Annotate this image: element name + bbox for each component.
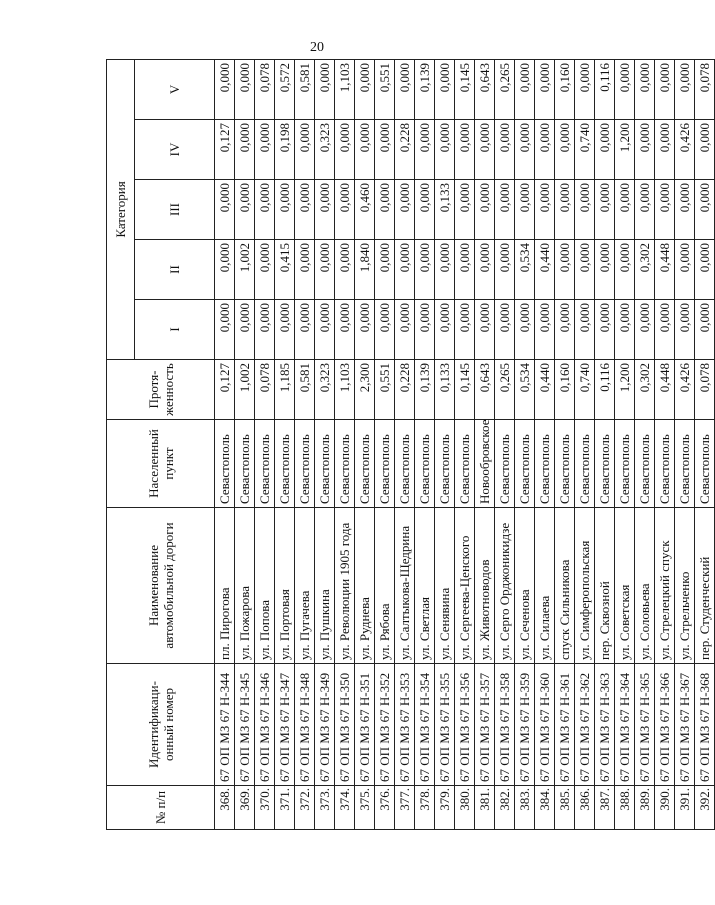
- row-id: 67 ОП МЗ 67 Н-363: [595, 664, 615, 786]
- row-category-5: 0,000: [395, 59, 415, 119]
- row-number: 371.: [275, 786, 295, 830]
- row-category-2: 0,000: [455, 240, 475, 300]
- row-category-1: 0,000: [435, 300, 455, 360]
- table-row: [275, 59, 295, 829]
- row-category-3: 0,000: [335, 180, 355, 240]
- row-number: 374.: [335, 786, 355, 830]
- row-category-5: 0,581: [295, 59, 315, 119]
- row-category-3: 0,000: [495, 180, 515, 240]
- row-category-2: 0,440: [535, 240, 555, 300]
- row-category-4: 0,323: [315, 120, 335, 180]
- row-place: Севастополь: [575, 420, 595, 508]
- row-category-1: 0,000: [235, 300, 255, 360]
- row-category-3: 0,000: [395, 180, 415, 240]
- row-category-2: 0,000: [595, 240, 615, 300]
- row-category-1: 0,000: [275, 300, 295, 360]
- row-id: 67 ОП МЗ 67 Н-360: [535, 664, 555, 786]
- row-category-4: 0,000: [415, 120, 435, 180]
- row-length: 0,440: [535, 360, 555, 420]
- row-length: 0,265: [495, 360, 515, 420]
- row-category-4: 0,000: [295, 120, 315, 180]
- row-category-2: 0,448: [655, 240, 675, 300]
- table-row: [335, 59, 355, 829]
- roads-table: [106, 59, 715, 830]
- row-category-3: 0,000: [515, 180, 535, 240]
- row-number: 377.: [395, 786, 415, 830]
- row-length: 0,078: [695, 360, 715, 420]
- row-category-1: 0,000: [215, 300, 235, 360]
- row-id: 67 ОП МЗ 67 Н-355: [435, 664, 455, 786]
- row-category-3: 0,000: [555, 180, 575, 240]
- row-id: 67 ОП МЗ 67 Н-348: [295, 664, 315, 786]
- row-category-5: 0,000: [355, 59, 375, 119]
- header-place: Населенный пункт: [107, 420, 215, 508]
- row-place: Севастополь: [395, 420, 415, 508]
- row-category-1: 0,000: [635, 300, 655, 360]
- row-category-1: 0,000: [295, 300, 315, 360]
- row-place: Севастополь: [455, 420, 475, 508]
- row-road-name: ул. Стрельченко: [675, 508, 695, 664]
- row-place: Севастополь: [375, 420, 395, 508]
- row-category-1: 0,000: [355, 300, 375, 360]
- row-place: Севастополь: [315, 420, 335, 508]
- table-row: [355, 59, 375, 829]
- header-num: № п/п: [107, 786, 215, 830]
- row-category-4: 0,000: [435, 120, 455, 180]
- row-category-2: 0,000: [695, 240, 715, 300]
- row-road-name: спуск Сильникова: [555, 508, 575, 664]
- row-category-4: 0,000: [655, 120, 675, 180]
- row-category-4: 0,000: [635, 120, 655, 180]
- row-number: 392.: [695, 786, 715, 830]
- row-category-3: 0,000: [215, 180, 235, 240]
- row-number: 379.: [435, 786, 455, 830]
- row-id: 67 ОП МЗ 67 Н-354: [415, 664, 435, 786]
- row-place: Севастополь: [295, 420, 315, 508]
- row-category-3: 0,000: [635, 180, 655, 240]
- row-category-5: 0,000: [435, 59, 455, 119]
- table-row: [535, 59, 555, 829]
- row-category-2: 0,000: [675, 240, 695, 300]
- row-category-4: 0,000: [555, 120, 575, 180]
- row-category-5: 0,000: [215, 59, 235, 119]
- row-category-5: 0,000: [515, 59, 535, 119]
- row-length: 0,160: [555, 360, 575, 420]
- row-category-3: 0,000: [275, 180, 295, 240]
- row-road-name: ул. Сеченова: [515, 508, 535, 664]
- row-road-name: ул. Салтыкова-Щедрина: [395, 508, 415, 664]
- row-road-name: ул. Руднева: [355, 508, 375, 664]
- row-place: Севастополь: [675, 420, 695, 508]
- row-category-5: 0,000: [235, 59, 255, 119]
- row-category-2: 0,415: [275, 240, 295, 300]
- row-category-2: 0,000: [315, 240, 335, 300]
- row-category-1: 0,000: [515, 300, 535, 360]
- header-cat-5: V: [135, 59, 215, 119]
- table-row: [595, 59, 615, 829]
- row-category-1: 0,000: [595, 300, 615, 360]
- row-place: Севастополь: [275, 420, 295, 508]
- row-category-3: 0,000: [675, 180, 695, 240]
- row-number: 370.: [255, 786, 275, 830]
- row-category-1: 0,000: [255, 300, 275, 360]
- row-category-2: 0,000: [255, 240, 275, 300]
- row-category-1: 0,000: [375, 300, 395, 360]
- row-category-4: 0,000: [595, 120, 615, 180]
- row-category-2: 0,000: [215, 240, 235, 300]
- row-number: 388.: [615, 786, 635, 830]
- row-length: 0,551: [375, 360, 395, 420]
- row-category-5: 0,000: [535, 59, 555, 119]
- row-id: 67 ОП МЗ 67 Н-347: [275, 664, 295, 786]
- row-road-name: ул. Соловьева: [635, 508, 655, 664]
- row-category-1: 0,000: [415, 300, 435, 360]
- row-category-5: 0,000: [675, 59, 695, 119]
- table-row: [375, 59, 395, 829]
- row-category-3: 0,133: [435, 180, 455, 240]
- row-category-1: 0,000: [475, 300, 495, 360]
- row-category-2: 0,000: [395, 240, 415, 300]
- page-number: 20: [310, 40, 324, 55]
- row-category-4: 0,000: [375, 120, 395, 180]
- row-category-2: 1,840: [355, 240, 375, 300]
- row-place: Новообровское: [475, 420, 495, 508]
- row-place: Севастополь: [355, 420, 375, 508]
- row-place: Севастополь: [435, 420, 455, 508]
- row-length: 0,133: [435, 360, 455, 420]
- row-number: 380.: [455, 786, 475, 830]
- row-number: 381.: [475, 786, 495, 830]
- row-number: 375.: [355, 786, 375, 830]
- row-category-2: 0,534: [515, 240, 535, 300]
- row-number: 384.: [535, 786, 555, 830]
- row-length: 0,740: [575, 360, 595, 420]
- row-category-3: 0,000: [315, 180, 335, 240]
- row-category-1: 0,000: [615, 300, 635, 360]
- row-place: Севастополь: [555, 420, 575, 508]
- row-number: 372.: [295, 786, 315, 830]
- row-place: Севастополь: [655, 420, 675, 508]
- row-place: Севастополь: [335, 420, 355, 508]
- row-category-1: 0,000: [555, 300, 575, 360]
- row-number: 386.: [575, 786, 595, 830]
- row-category-2: 0,000: [615, 240, 635, 300]
- row-category-1: 0,000: [315, 300, 335, 360]
- header-cat-3: III: [135, 180, 215, 240]
- row-category-1: 0,000: [695, 300, 715, 360]
- row-category-4: 0,000: [355, 120, 375, 180]
- row-category-3: 0,000: [415, 180, 435, 240]
- row-length: 0,145: [455, 360, 475, 420]
- table-row: [295, 59, 315, 829]
- row-id: 67 ОП МЗ 67 Н-368: [695, 664, 715, 786]
- table-row: [555, 59, 575, 829]
- row-place: Севастополь: [595, 420, 615, 508]
- row-length: 0,323: [315, 360, 335, 420]
- row-category-4: 0,000: [335, 120, 355, 180]
- row-category-3: 0,000: [255, 180, 275, 240]
- row-category-4: 0,000: [255, 120, 275, 180]
- row-length: 0,643: [475, 360, 495, 420]
- row-category-5: 0,000: [635, 59, 655, 119]
- row-category-5: 0,160: [555, 59, 575, 119]
- row-category-4: 0,127: [215, 120, 235, 180]
- row-place: Севастополь: [255, 420, 275, 508]
- table-row: [255, 59, 275, 829]
- row-category-4: 0,000: [515, 120, 535, 180]
- row-number: 382.: [495, 786, 515, 830]
- table-body: [215, 59, 715, 829]
- row-length: 0,534: [515, 360, 535, 420]
- row-number: 369.: [235, 786, 255, 830]
- row-road-name: ул. Симферопольская: [575, 508, 595, 664]
- row-place: Севастополь: [415, 420, 435, 508]
- row-id: 67 ОП МЗ 67 Н-357: [475, 664, 495, 786]
- row-id: 67 ОП МЗ 67 Н-352: [375, 664, 395, 786]
- row-road-name: ул. Пушкина: [315, 508, 335, 664]
- row-place: Севастополь: [695, 420, 715, 508]
- row-number: 385.: [555, 786, 575, 830]
- header-category: Категория: [107, 59, 135, 359]
- row-category-3: 0,460: [355, 180, 375, 240]
- row-category-1: 0,000: [655, 300, 675, 360]
- row-length: 0,426: [675, 360, 695, 420]
- row-number: 391.: [675, 786, 695, 830]
- row-category-4: 0,426: [675, 120, 695, 180]
- row-category-3: 0,000: [615, 180, 635, 240]
- row-road-name: ул. Портовая: [275, 508, 295, 664]
- table-row: [615, 59, 635, 829]
- row-category-3: 0,000: [375, 180, 395, 240]
- row-category-3: 0,000: [575, 180, 595, 240]
- row-category-5: 1,103: [335, 59, 355, 119]
- row-category-4: 0,228: [395, 120, 415, 180]
- row-category-1: 0,000: [675, 300, 695, 360]
- row-road-name: пер. Сквозной: [595, 508, 615, 664]
- table-row: [675, 59, 695, 829]
- row-category-2: 0,000: [495, 240, 515, 300]
- row-category-4: 0,000: [535, 120, 555, 180]
- row-category-2: 0,000: [335, 240, 355, 300]
- row-category-2: 0,000: [295, 240, 315, 300]
- row-category-5: 0,078: [695, 59, 715, 119]
- row-length: 1,103: [335, 360, 355, 420]
- header-cat-1: I: [135, 300, 215, 360]
- row-category-1: 0,000: [575, 300, 595, 360]
- row-length: 1,185: [275, 360, 295, 420]
- table-row: [475, 59, 495, 829]
- row-length: 0,228: [395, 360, 415, 420]
- row-place: Севастополь: [515, 420, 535, 508]
- row-category-1: 0,000: [455, 300, 475, 360]
- row-category-4: 0,000: [495, 120, 515, 180]
- row-category-1: 0,000: [535, 300, 555, 360]
- row-category-1: 0,000: [495, 300, 515, 360]
- row-category-4: 0,000: [455, 120, 475, 180]
- row-category-5: 0,000: [615, 59, 635, 119]
- row-number: 378.: [415, 786, 435, 830]
- row-id: 67 ОП МЗ 67 Н-366: [655, 664, 675, 786]
- header-name: Наименование автомобильной дороги: [107, 508, 215, 664]
- row-category-3: 0,000: [235, 180, 255, 240]
- row-id: 67 ОП МЗ 67 Н-349: [315, 664, 335, 786]
- header-length: Протя-женность: [107, 360, 215, 420]
- header-cat-2: II: [135, 240, 215, 300]
- row-road-name: ул. Стрелецкий спуск: [655, 508, 675, 664]
- row-road-name: ул. Светлая: [415, 508, 435, 664]
- row-id: 67 ОП МЗ 67 Н-353: [395, 664, 415, 786]
- row-category-2: 0,000: [415, 240, 435, 300]
- row-category-2: 0,000: [375, 240, 395, 300]
- table-row: [415, 59, 435, 829]
- row-id: 67 ОП МЗ 67 Н-345: [235, 664, 255, 786]
- row-length: 0,139: [415, 360, 435, 420]
- row-road-name: ул. Революции 1905 года: [335, 508, 355, 664]
- row-road-name: пл. Пирогова: [215, 508, 235, 664]
- row-number: 383.: [515, 786, 535, 830]
- row-id: 67 ОП МЗ 67 Н-346: [255, 664, 275, 786]
- row-id: 67 ОП МЗ 67 Н-361: [555, 664, 575, 786]
- row-category-4: 0,740: [575, 120, 595, 180]
- row-length: 2,300: [355, 360, 375, 420]
- row-category-5: 0,551: [375, 59, 395, 119]
- row-road-name: ул. Пугачева: [295, 508, 315, 664]
- table-row: [695, 59, 715, 829]
- row-category-2: 1,002: [235, 240, 255, 300]
- table-row: [235, 59, 255, 829]
- row-category-5: 0,145: [455, 59, 475, 119]
- row-category-3: 0,000: [595, 180, 615, 240]
- table-row: [315, 59, 335, 829]
- row-id: 67 ОП МЗ 67 Н-359: [515, 664, 535, 786]
- row-id: 67 ОП МЗ 67 Н-358: [495, 664, 515, 786]
- row-category-5: 0,643: [475, 59, 495, 119]
- row-road-name: ул. Советская: [615, 508, 635, 664]
- row-place: Севастополь: [495, 420, 515, 508]
- row-length: 0,116: [595, 360, 615, 420]
- row-id: 67 ОП МЗ 67 Н-365: [635, 664, 655, 786]
- row-category-3: 0,000: [535, 180, 555, 240]
- row-category-5: 0,078: [255, 59, 275, 119]
- row-length: 0,448: [655, 360, 675, 420]
- row-id: 67 ОП МЗ 67 Н-367: [675, 664, 695, 786]
- table-row: [455, 59, 475, 829]
- row-category-2: 0,302: [635, 240, 655, 300]
- row-category-3: 0,000: [455, 180, 475, 240]
- row-category-2: 0,000: [555, 240, 575, 300]
- row-road-name: пер. Студенческий: [695, 508, 715, 664]
- row-category-2: 0,000: [435, 240, 455, 300]
- row-id: 67 ОП МЗ 67 Н-350: [335, 664, 355, 786]
- row-number: 390.: [655, 786, 675, 830]
- row-category-5: 0,265: [495, 59, 515, 119]
- row-length: 1,002: [235, 360, 255, 420]
- row-category-5: 0,116: [595, 59, 615, 119]
- row-category-5: 0,000: [315, 59, 335, 119]
- row-road-name: ул. Сенявина: [435, 508, 455, 664]
- row-category-4: 0,000: [235, 120, 255, 180]
- roads-table-container: [106, 60, 712, 830]
- row-road-name: ул. Животноводов: [475, 508, 495, 664]
- row-road-name: ул. Пожарова: [235, 508, 255, 664]
- row-place: Севастополь: [215, 420, 235, 508]
- table-row: [215, 59, 235, 829]
- row-number: 368.: [215, 786, 235, 830]
- row-category-5: 0,000: [655, 59, 675, 119]
- row-length: 0,581: [295, 360, 315, 420]
- row-place: Севастополь: [235, 420, 255, 508]
- row-category-2: 0,000: [575, 240, 595, 300]
- row-category-3: 0,000: [695, 180, 715, 240]
- row-road-name: ул. Рябова: [375, 508, 395, 664]
- table-row: [515, 59, 535, 829]
- table-row: [495, 59, 515, 829]
- row-number: 373.: [315, 786, 335, 830]
- row-length: 1,200: [615, 360, 635, 420]
- header-cat-4: IV: [135, 120, 215, 180]
- row-id: 67 ОП МЗ 67 Н-364: [615, 664, 635, 786]
- row-length: 0,078: [255, 360, 275, 420]
- row-category-3: 0,000: [295, 180, 315, 240]
- table-row: [655, 59, 675, 829]
- table-row: [435, 59, 455, 829]
- row-category-4: 0,198: [275, 120, 295, 180]
- row-place: Севастополь: [615, 420, 635, 508]
- row-category-1: 0,000: [395, 300, 415, 360]
- table-row: [395, 59, 415, 829]
- row-place: Севастополь: [535, 420, 555, 508]
- row-length: 0,127: [215, 360, 235, 420]
- row-category-3: 0,000: [475, 180, 495, 240]
- row-category-5: 0,139: [415, 59, 435, 119]
- row-category-5: 0,572: [275, 59, 295, 119]
- row-number: 376.: [375, 786, 395, 830]
- row-category-5: 0,000: [575, 59, 595, 119]
- row-category-4: 0,000: [695, 120, 715, 180]
- row-category-4: 0,000: [475, 120, 495, 180]
- header-id: Идентификаци-онный номер: [107, 664, 215, 786]
- row-road-name: ул. Силаева: [535, 508, 555, 664]
- row-road-name: ул. Попова: [255, 508, 275, 664]
- table-row: [575, 59, 595, 829]
- row-category-1: 0,000: [335, 300, 355, 360]
- row-id: 67 ОП МЗ 67 Н-351: [355, 664, 375, 786]
- row-id: 67 ОП МЗ 67 Н-362: [575, 664, 595, 786]
- row-category-3: 0,000: [655, 180, 675, 240]
- row-number: 387.: [595, 786, 615, 830]
- row-road-name: ул. Сергеева-Ценского: [455, 508, 475, 664]
- row-place: Севастополь: [635, 420, 655, 508]
- row-id: 67 ОП МЗ 67 Н-356: [455, 664, 475, 786]
- row-number: 389.: [635, 786, 655, 830]
- row-category-2: 0,000: [475, 240, 495, 300]
- row-road-name: ул. Серго Орджоникидзе: [495, 508, 515, 664]
- table-row: [635, 59, 655, 829]
- row-length: 0,302: [635, 360, 655, 420]
- row-category-4: 1,200: [615, 120, 635, 180]
- row-id: 67 ОП МЗ 67 Н-344: [215, 664, 235, 786]
